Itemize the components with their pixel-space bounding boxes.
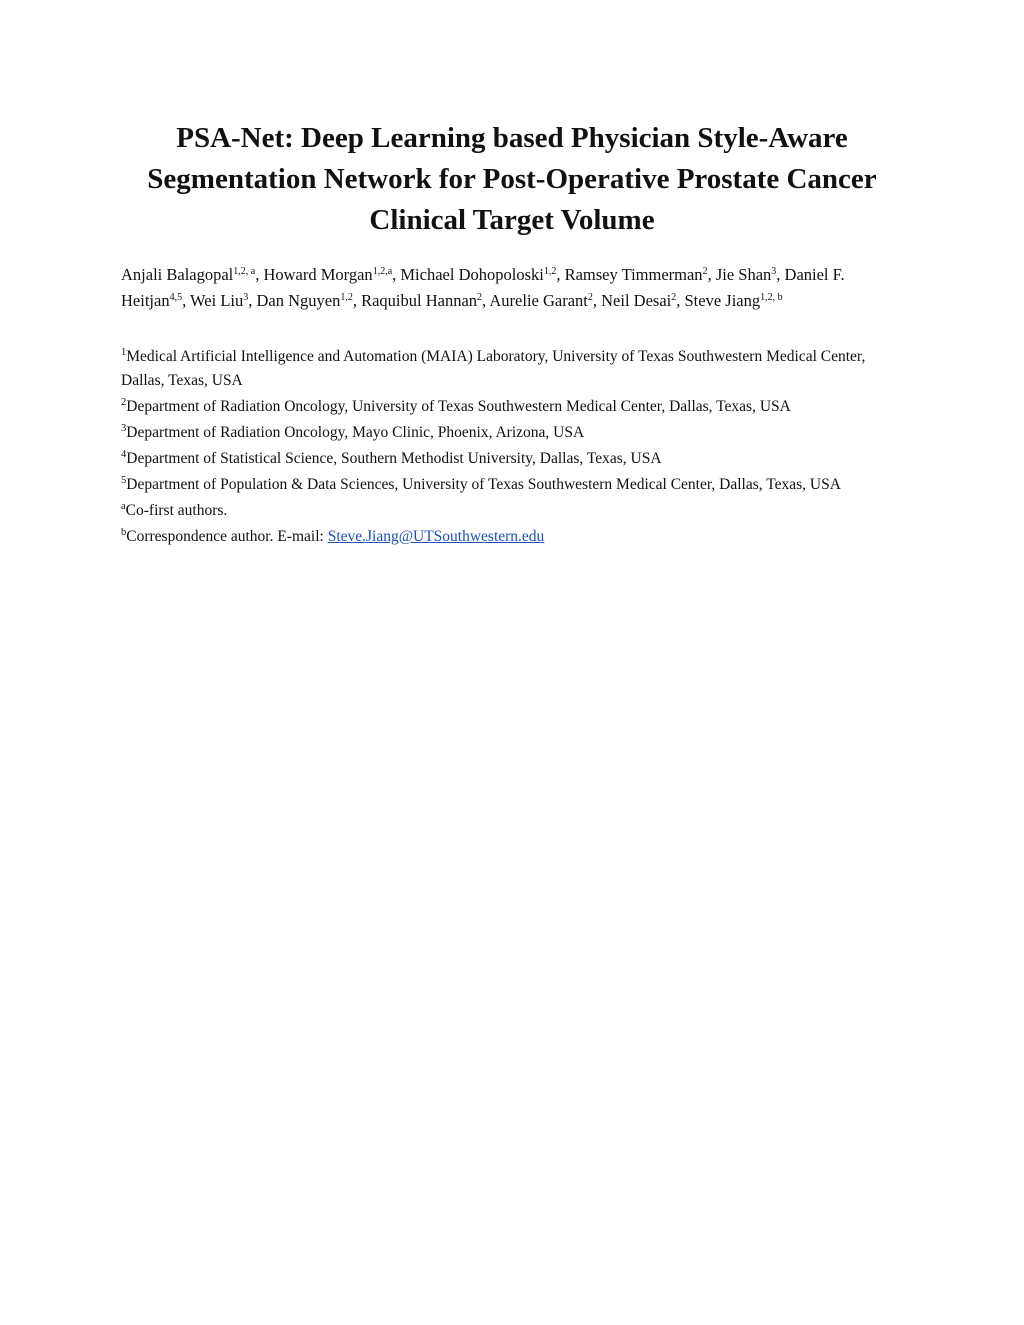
affiliation-text: Department of Statistical Science, Southern Methodist University, Dallas, Texas, USA [126, 450, 662, 467]
author-affiliation-marker: 1,2, a [233, 266, 256, 277]
author [190, 291, 256, 310]
author-affiliation-marker: 3 [771, 266, 777, 277]
author-separator: , [556, 265, 565, 284]
author-separator: , [392, 265, 401, 284]
author-separator: , [707, 265, 716, 284]
author-separator: , [352, 290, 362, 310]
author-affiliation-marker: 4,5 [169, 291, 183, 303]
affiliation-list [121, 345, 911, 551]
author-name: Raquibul Hannan [361, 290, 478, 310]
co-first-marker: a [121, 501, 126, 512]
affiliation [121, 395, 911, 419]
affiliation-marker: 5 [121, 475, 127, 486]
author-affiliation-marker: 2 [587, 291, 593, 303]
author-name: Ramsey Timmerman [564, 265, 703, 284]
author-name: Wei Liu [190, 290, 244, 310]
affiliation-marker: 3 [121, 423, 127, 434]
author [361, 291, 489, 310]
author-affiliation-marker: 1,2, b [760, 291, 783, 303]
author [601, 291, 684, 310]
author [121, 265, 263, 284]
author-name: Howard Morgan [263, 265, 373, 284]
author-affiliation-marker: 2 [671, 291, 677, 303]
author [256, 291, 361, 310]
author-affiliation-marker: 1,2 [543, 266, 557, 277]
title-line-2: Segmentation Network for Post-Operative Prostate Cancer [147, 163, 877, 195]
title-line-3: Clinical Target Volume [369, 204, 655, 236]
title-line-1: PSA-Net: Deep Learning based Physician Style-Aware [176, 122, 848, 154]
author-separator: , [676, 290, 685, 310]
author-name: Jie Shan [715, 265, 772, 284]
affiliation-text: Department of Population & Data Sciences, University of Texas Southwestern Medical Center, Dallas, Texas, USA [126, 476, 841, 493]
author [716, 265, 785, 284]
author [263, 265, 400, 284]
author-list [121, 262, 911, 313]
author-affiliation-marker: 2 [477, 291, 483, 303]
author [684, 291, 782, 310]
affiliation [121, 447, 911, 471]
affiliation-text: Department of Radiation Oncology, Mayo Clinic, Phoenix, Arizona, USA [126, 424, 585, 441]
author-separator: , [482, 290, 490, 310]
author-name: Steve Jiang [684, 290, 761, 310]
author-affiliation-marker: 1,2 [340, 291, 353, 303]
author-affiliation-marker: 2 [702, 266, 708, 277]
affiliation-text: Department of Radiation Oncology, University of Texas Southwestern Medical Center, Dallas, Texas, USA [126, 398, 791, 415]
author-name: Dan Nguyen [256, 290, 341, 310]
author-separator: , [255, 265, 264, 284]
author-affiliation-marker: 3 [243, 291, 249, 303]
author-affiliation-marker: 1,2,a [372, 266, 393, 277]
author-separator: , [592, 290, 602, 310]
author-separator: , [182, 290, 191, 310]
author [565, 265, 716, 284]
affiliation-text: Medical Artificial Intelligence and Automation (MAIA) Laboratory, University of Texas Southwestern Medical Center, Dallas, Texas, USA [121, 348, 866, 389]
author-name: Daniel F. Heitjan [121, 265, 845, 310]
affiliation-marker: 2 [121, 397, 127, 408]
affiliation [121, 421, 911, 445]
affiliation-marker: 1 [121, 347, 127, 358]
author-name: Neil Desai [601, 290, 672, 310]
correspondence-marker: b [121, 527, 127, 538]
correspondence-text: Correspondence author. E-mail: [126, 528, 328, 545]
affiliation [121, 345, 911, 393]
co-first-note [121, 499, 911, 523]
author-name: Aurelie Garant [489, 290, 588, 310]
email-link[interactable]: Steve.Jiang@UTSouthwestern.edu [327, 528, 545, 545]
affiliation-marker: 4 [121, 449, 127, 460]
author-separator: , [776, 265, 785, 284]
correspondence-note [121, 525, 911, 549]
author-separator: , [248, 290, 257, 310]
author-name: Anjali Balagopal [121, 265, 234, 284]
co-first-text: Co-first authors. [125, 502, 228, 519]
author [400, 265, 564, 284]
author-name: Michael Dohopoloski [400, 265, 544, 284]
author [489, 291, 601, 310]
affiliation [121, 473, 911, 497]
paper-title [100, 118, 924, 241]
